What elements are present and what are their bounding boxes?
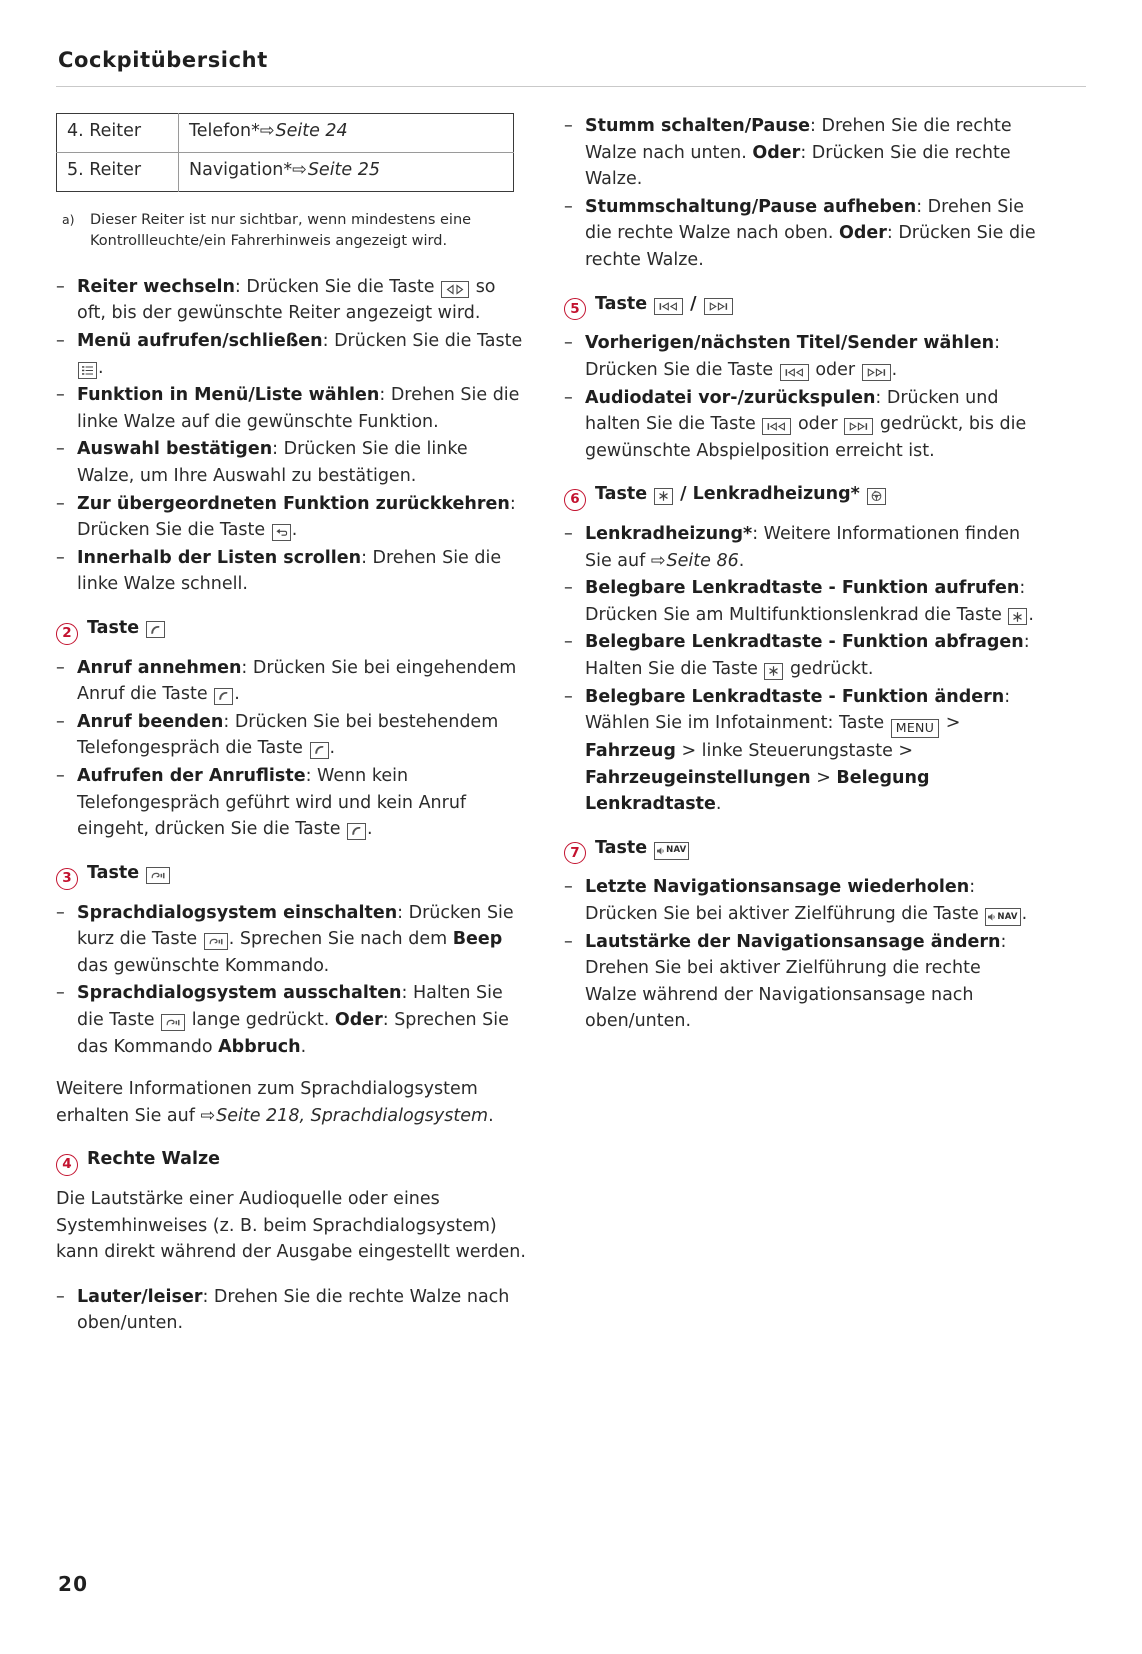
menu-path-segment: Belegung Lenkradtaste [585,767,930,815]
table-cell-tab: 5. Reiter [57,152,179,191]
list-item-emphasis: Oder [752,142,801,163]
back-arrow-key-icon [272,524,291,541]
list-item-text: . [329,738,336,759]
list-item [56,545,528,598]
section-heading-2 [56,618,528,641]
list-item-text: : Drücken Sie die Taste [77,493,516,541]
list-item [56,491,528,544]
list-item-emphasis: Beep [452,929,503,950]
list-item-text: lange gedrückt. [186,1009,335,1030]
table-cell-value [179,114,514,153]
list-item-text: . [1028,604,1034,625]
instruction-list-section-6 [564,521,1036,818]
list-item-text: : Drehen Sie die linke Walze schnell. [77,547,502,595]
list-item-text: : Drehen Sie die linke Walze auf die gewünschte Funktion. [77,385,520,432]
list-item-text: : Drehen Sie bei aktiver Zielführung die rechte Walze während der Navigationsansage nach oben/unten. [585,931,1007,1032]
asterisk-key-icon [654,488,673,505]
voice-control-key-icon [146,867,170,884]
list-item-term: Belegbare Lenkradtaste - Funktion abfragen [585,632,1024,653]
list-item-text: : Halten Sie die Taste [585,632,1030,679]
phone-handset-key-icon [310,742,329,759]
skip-previous-key-icon [762,418,791,435]
list-item [56,328,528,381]
asterisk-key-icon [1008,608,1027,625]
nav-key-label: NAV [997,911,1018,922]
list-item [56,436,528,489]
list-item-text: : Drehen Sie die rechte Walze nach oben/unten. [77,1286,510,1334]
section-heading-5 [564,294,1036,317]
list-item-text: . [1021,904,1028,925]
list-item-text: gedrückt, bis die gewünschte Abspielposition erreicht ist. [585,414,1027,461]
list-item-text: : Drücken Sie am Multifunktionslenkrad die Taste [585,578,1026,625]
instruction-list-section-3 [56,900,528,1061]
circled-number-3: 3 [56,868,78,890]
list-item [564,684,1036,818]
list-item [56,274,528,327]
list-item-term: Anruf beenden [77,711,224,732]
section-separator: / [680,484,687,505]
reiter-table [56,113,514,192]
list-item-text: : Drücken Sie die rechte Walze. [585,223,1036,270]
list-item-term: Zur übergeordneten Funktion zurückkehren [77,493,510,514]
list-item [564,385,1036,465]
circled-number-2: 2 [56,623,78,645]
list-item-text: . [300,1036,307,1057]
nav-announcement-key-icon [654,842,689,860]
menu-path-segment: Fahrzeug [585,740,676,761]
list-item-text: : Drücken Sie die Taste [234,276,441,297]
list-item-text: das gewünschte Kommando. [77,955,330,976]
circled-number-7: 7 [564,842,586,864]
skip-previous-key-icon [780,364,809,381]
section-heading-7 [564,838,1036,861]
left-right-arrows-key-icon [441,281,469,298]
list-item-text: : Drücken Sie die rechte Walze. [585,142,1011,190]
instruction-list-section-5 [564,330,1036,464]
list-item-emphasis: Oder [838,223,887,244]
list-item [56,709,528,762]
list-item [564,113,1036,193]
right-roller-paragraph: Die Lautstärke einer Audioquelle oder eines Systemhinweises (z. B. beim Sprachdialogsystem) kann direkt während der Ausgabe eingestellt werden. [56,1189,526,1263]
phone-handset-key-icon [214,688,233,705]
circled-number-6: 6 [564,489,586,511]
voice-system-note [56,1076,528,1129]
footnote-text: Dieser Reiter ist nur sichtbar, wenn mindestens eine Kontrollleuchte/ein Fahrerhinweis angezeigt wird. [90,211,472,249]
table-cell-label: Navigation* [189,159,293,180]
right-column [564,113,1036,1036]
asterisk-key-icon [764,663,783,680]
list-item-text: > linke Steuerungstaste > [675,740,914,761]
footnote [62,210,528,252]
list-item-text: so oft, bis der gewünschte Reiter angezeigt wird. [77,276,496,324]
list-item-text: : Sprechen Sie das Kommando [77,1009,509,1057]
nav-key-label: NAV [666,845,687,856]
list-item-text: : Drücken und halten Sie die Taste [585,387,999,435]
list-item-term: Lenkradheizung* [585,524,753,545]
page-reference: Seite 86 [666,550,739,571]
list-item-text: : Drücken Sie bei eingehendem Anruf die Taste [77,657,517,705]
list-item [564,929,1036,1035]
list-item-text: gedrückt. [784,659,874,679]
list-item [564,521,1036,574]
list-item-text: : Drücken Sie die Taste [585,333,1001,380]
list-item-text: . [98,357,104,378]
instruction-list-section-2 [56,655,528,843]
menu-path-segment: Fahrzeugeinstellungen [585,767,811,788]
list-item-term: Sprachdialogsystem einschalten [77,902,398,923]
steering-wheel-heating-key-icon [867,488,886,505]
section-label: Taste [87,862,140,883]
list-item-term: Belegbare Lenkradtaste - Funktion ändern [585,686,1005,707]
section-label: Taste [595,484,648,505]
list-item-text: . Sprechen Sie nach dem [228,929,453,950]
list-item [56,763,528,843]
list-item-term: Auswahl bestätigen [77,439,273,460]
list-item-text: : Drücken Sie bei bestehendem Telefongespräch die Taste [77,711,499,759]
list-item-emphasis: Oder [334,1009,383,1030]
menu-button-key: MENU [891,719,939,738]
list-item-text: . [715,794,722,815]
reference-arrow-icon: ⇨ [259,121,275,141]
menu-list-key-icon [78,362,97,379]
list-item [56,900,528,980]
list-item [564,874,1036,927]
list-item [56,1284,528,1337]
list-item-text: : Wählen Sie im Infotainment: Taste [585,686,1011,734]
list-item-term: Anruf annehmen [77,657,242,678]
list-item-text: : Drücken Sie die Taste [322,330,523,351]
left-column [56,113,528,1338]
section-heading-3 [56,863,528,886]
list-item [56,655,528,708]
page-reference: Seite 24 [275,121,348,141]
voice-control-key-icon [161,1014,185,1031]
list-item-text: : Weitere Informationen finden Sie auf [585,524,1021,571]
note-text: Weitere Informationen zum Sprachdialogsystem erhalten Sie auf [56,1079,478,1126]
instruction-list-top-right [564,113,1036,274]
list-item-term: Innerhalb der Listen scrollen [77,547,362,568]
voice-control-key-icon [204,933,228,950]
list-item [564,575,1036,628]
list-item-text: : Drücken Sie kurz die Taste [77,902,514,950]
table-row [57,152,514,191]
circled-number-4: 4 [56,1154,78,1176]
instruction-list-section-7 [564,874,1036,1035]
page-number: 20 [58,1572,89,1596]
list-item-term: Reiter wechseln [77,276,235,297]
section-label: Rechte Walze [87,1149,221,1170]
list-item-text: : Wenn kein Telefongespräch geführt wird und kein Anruf eingeht, drücken Sie die Taste [77,766,467,840]
section-heading-4 [56,1149,528,1172]
reference-arrow-icon: ⇨ [292,159,307,180]
list-item [56,980,528,1060]
page-reference: Seite 218, Sprachdialogsystem [216,1105,489,1126]
page-title: Cockpitübersicht [58,48,268,72]
nav-announcement-key-icon [985,908,1020,926]
section-label: Taste [595,293,648,314]
list-item-emphasis: Abbruch [218,1036,301,1057]
list-item-term: Aufrufen der Anrufliste [77,766,306,787]
list-item [564,194,1036,274]
table-cell-tab: 4. Reiter [57,114,179,153]
reference-arrow-icon: ⇨ [200,1105,216,1126]
skip-next-key-icon [844,418,873,435]
footnote-marker: a) [62,211,75,227]
list-item-term: Belegbare Lenkradtaste - Funktion aufrufen [585,578,1020,599]
circled-number-5: 5 [564,298,586,320]
list-item [564,629,1036,682]
table-cell-label: Telefon* [189,121,260,141]
phone-handset-key-icon [347,823,366,840]
list-item-term: Funktion in Menü/Liste wählen [77,385,380,406]
list-item-text: : Drehen Sie die rechte Walze nach unten. [585,116,1012,163]
list-item-term: Letzte Navigationsansage wiederholen [585,877,970,898]
list-item-term: Menü aufrufen/schließen [77,330,323,351]
section-label: Taste [87,617,140,638]
section-separator: / [690,293,697,314]
list-item-text: oder [809,359,861,380]
section-label-b: Lenkradheizung* [692,484,860,505]
two-column-body [56,113,1086,1338]
skip-previous-key-icon [654,298,683,315]
list-item-text: . [891,359,898,380]
skip-next-key-icon [862,364,891,381]
list-item-text: . [291,520,298,541]
list-item-term: Vorherigen/nächsten Titel/Sender wählen [585,333,995,354]
list-item-text: : Halten Sie die Taste [77,983,503,1030]
list-item-text: . [367,819,373,840]
phone-handset-key-icon [146,621,165,638]
reference-arrow-icon: ⇨ [650,550,666,571]
list-item-text: : Drücken Sie die linke Walze, um Ihre Auswahl zu bestätigen. [77,439,468,486]
list-item-term: Stumm schalten/Pause [585,116,811,136]
instruction-list-1 [56,274,528,598]
list-item-term: Audiodatei vor-/zurückspulen [585,387,876,408]
header-divider [56,86,1086,87]
list-item-term: Sprachdialogsystem ausschalten [77,983,402,1004]
list-item-text: . [738,550,745,571]
list-item-text: > [810,767,837,788]
list-item-term: Lauter/leiser [77,1286,203,1307]
note-text: . [488,1105,494,1126]
page-reference: Seite 25 [307,159,381,180]
list-item-text: : Drehen Sie die rechte Walze nach oben. [585,196,1024,244]
table-row [57,114,514,153]
table-cell-value [179,152,514,191]
list-item [56,382,528,435]
instruction-list-section-4 [56,1284,528,1337]
list-item-text: oder [792,414,844,435]
list-item-term: Stummschaltung/Pause aufheben [585,196,917,217]
list-item-text: . [234,684,240,705]
list-item [564,330,1036,383]
list-item-text: : Drücken Sie bei aktiver Zielführung die Taste [585,877,985,925]
list-item-text: > [940,713,961,734]
section-label: Taste [595,837,648,858]
section-heading-6 [564,484,1036,507]
list-item-term: Lautstärke der Navigationsansage ändern [585,931,1001,952]
skip-next-key-icon [704,298,733,315]
